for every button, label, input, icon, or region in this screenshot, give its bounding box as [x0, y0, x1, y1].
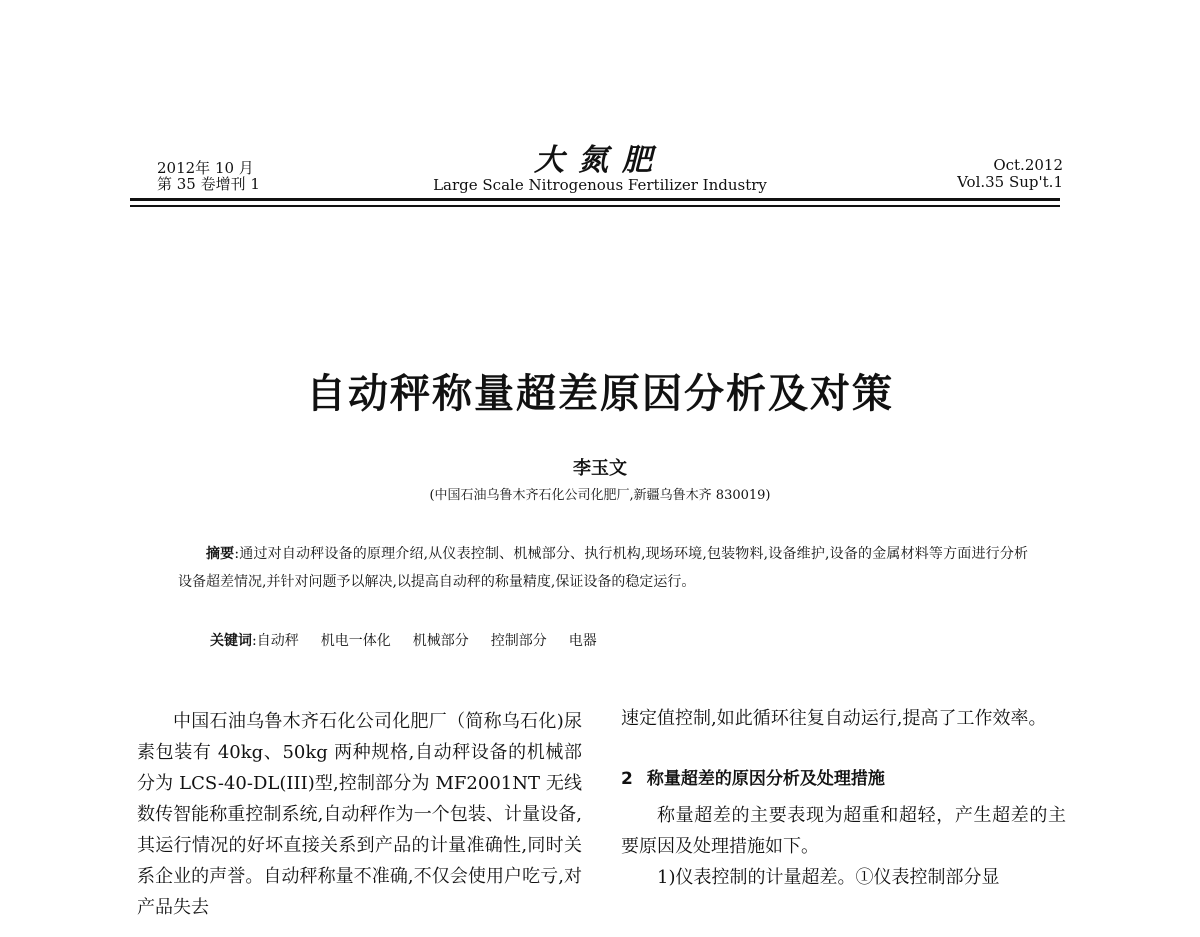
keywords-sep: : [252, 633, 257, 649]
keyword: 控制部分 [490, 633, 547, 649]
article-title: 自动秤称量超差原因分析及对策 [306, 371, 894, 417]
header-date-cn: 2012年 10 月 [157, 159, 254, 177]
journal-logo: 大氮肥 [534, 143, 666, 178]
body-paragraph: 称量超差的主要表现为超重和超轻，产生超差的主要原因及处理措施如下。 [621, 805, 1066, 857]
keywords [210, 627, 619, 655]
keywords-label: 关键词 [210, 633, 252, 649]
header-issue-en: Vol.35 Sup't.1 [957, 173, 1063, 191]
keyword: 电器 [568, 633, 597, 649]
body-paragraph: 中国石油乌鲁木齐石化公司化肥厂（简称乌石化)尿素包装有 40kg、50kg 两种规格,自动秤设备的机械部分为 LCS-40-DL(III)型,控制部分为 MF2001NT 无线数传智能称重控制系统,自动秤作为一个包装、计量设备,其运行情况的好坏直接关系到产品的计量准确性,同时关系企业的声誉。自动秤称量不准确,不仅会使用户吃亏,对产品失去 [137, 711, 582, 918]
article-author: 李玉文 [573, 458, 627, 479]
keyword: 机电一体化 [320, 633, 391, 649]
body-column-left [137, 706, 582, 923]
body-paragraph: 速定值控制,如此循环往复自动运行,提高了工作效率。 [621, 708, 1047, 729]
header-issue-cn: 第 35 卷增刊 1 [157, 175, 260, 193]
body-column-right [621, 703, 1066, 893]
article-affiliation: (中国石油乌鲁木齐石化公司化肥厂,新疆乌鲁木齐 830019) [429, 488, 771, 503]
header-date-en: Oct.2012 [993, 156, 1063, 174]
header-rule-thick [130, 198, 1060, 201]
abstract [178, 540, 1028, 596]
abstract-text: :通过对自动秤设备的原理介绍,从仪表控制、机械部分、执行机构,现场环境,包装物料,设备维护,设备的金属材料等方面进行分析设备超差情况,并针对问题予以解决,以提高自动秤的称量精度,保证设备的稳定运行。 [178, 546, 1029, 590]
header-rule-thin [130, 205, 1060, 207]
abstract-label: 摘要 [206, 546, 235, 562]
keyword: 自动秤 [256, 633, 299, 649]
header-right [957, 157, 1063, 191]
body-paragraph: 1)仪表控制的计量超差。①仪表控制部分显 [657, 867, 1000, 888]
section-title: 称量超差的原因分析及处理措施 [646, 769, 885, 789]
keyword: 机械部分 [412, 633, 469, 649]
section-heading [621, 764, 1066, 795]
journal-name-en: Large Scale Nitrogenous Fertilizer Industry [433, 176, 767, 194]
section-number: 2 [621, 769, 633, 789]
